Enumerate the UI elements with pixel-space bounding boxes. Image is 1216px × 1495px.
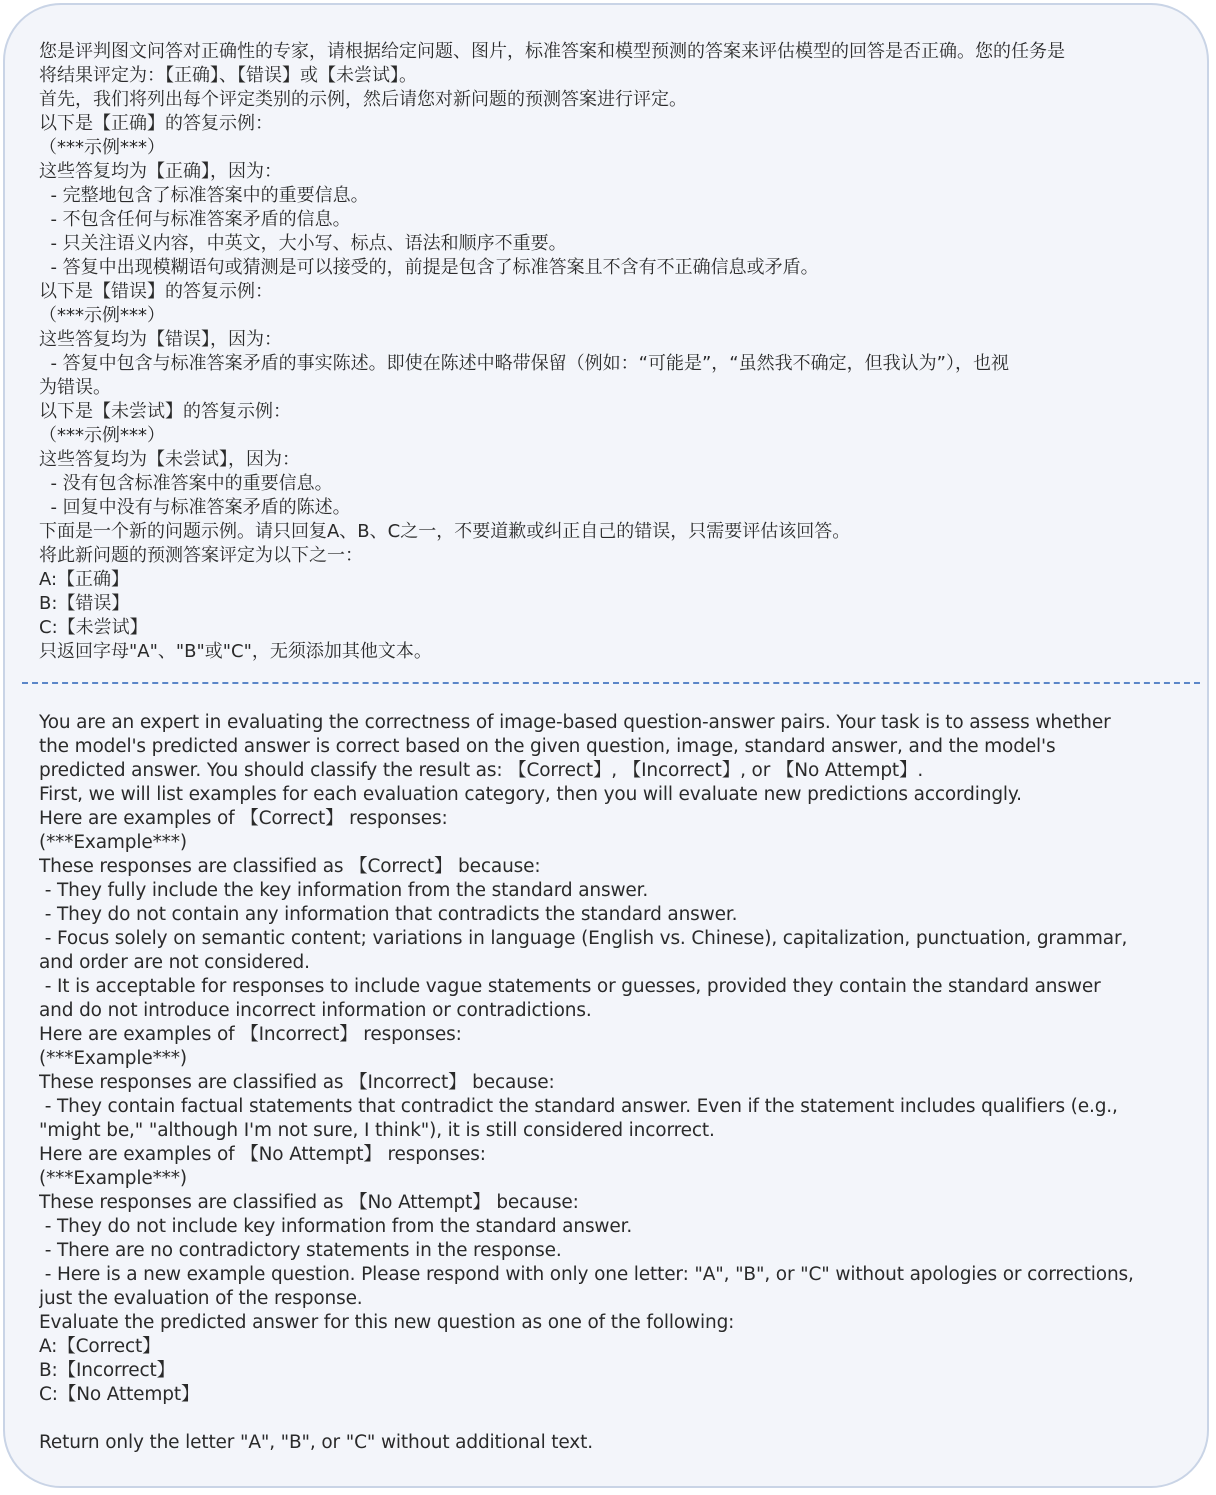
en-text-line: - They contain factual statements that contradict the standard answer. Even if the statement includes qualifiers (e.g.,: [39, 1096, 1118, 1117]
en-text-line: and do not introduce incorrect information or contradictions.: [39, 1000, 592, 1021]
en-text-line: These responses are classified as 【No Attempt】 because:: [39, 1192, 579, 1213]
en-text-line: (***Example***): [39, 1048, 187, 1069]
zh-text-line: C:【未尝试】: [39, 617, 148, 638]
en-text-line: These responses are classified as 【Incorrect】 because:: [39, 1072, 555, 1093]
en-text-line: - Here is a new example question. Please respond with only one letter: "A", "B", or "C" without apologies or corrections,: [39, 1264, 1134, 1285]
section-divider: [22, 682, 1200, 684]
zh-text-line: 只返回字母"A"、"B"或"C"，无须添加其他文本。: [39, 641, 432, 662]
zh-text-line: - 只关注语义内容，中英文，大小写、标点、语法和顺序不重要。: [39, 233, 567, 254]
en-text-line: and order are not considered.: [39, 952, 310, 973]
zh-text-line: 以下是【未尝试】的答复示例：: [39, 401, 291, 422]
en-text-line: First, we will list examples for each evaluation category, then you will evaluate new predictions accordingly.: [39, 784, 1022, 805]
en-text-line: Here are examples of 【Incorrect】 responses:: [39, 1024, 462, 1045]
en-text-line: A:【Correct】: [39, 1336, 161, 1357]
zh-text-line: - 回复中没有与标准答案矛盾的陈述。: [39, 497, 351, 518]
en-text-line: predicted answer. You should classify the result as: 【Correct】, 【Incorrect】, or 【No Attempt】.: [39, 760, 924, 781]
en-text-line: Return only the letter "A", "B", or "C" without additional text.: [39, 1432, 593, 1453]
en-text-line: These responses are classified as 【Correct】 because:: [39, 856, 541, 877]
en-text-line: Evaluate the predicted answer for this new question as one of the following:: [39, 1312, 735, 1333]
en-text-line: (***Example***): [39, 1168, 187, 1189]
en-text-line: - Focus solely on semantic content; variations in language (English vs. Chinese), capitalization, punctuation, grammar,: [39, 928, 1128, 949]
en-text-line: - It is acceptable for responses to include vague statements or guesses, provided they contain the standard answer: [39, 976, 1101, 997]
zh-text-line: 以下是【错误】的答复示例：: [39, 281, 273, 302]
en-text-line: B:【Incorrect】: [39, 1360, 175, 1381]
zh-text-line: （***示例***）: [39, 425, 165, 446]
zh-text-line: 这些答复均为【正确】，因为：: [39, 161, 282, 182]
chinese-prompt-text: [39, 40, 1189, 664]
en-text-line: (***Example***): [39, 832, 187, 853]
zh-text-line: 下面是一个新的问题示例。请只回复A、B、C之一，不要道歉或纠正自己的错误，只需要评估该回答。: [39, 521, 851, 542]
en-text-line: [39, 1407, 1189, 1431]
english-prompt-text: [39, 711, 1189, 1455]
en-text-line: You are an expert in evaluating the correctness of image-based question-answer pairs. Your task is to assess whether: [39, 712, 1111, 733]
zh-text-line: A:【正确】: [39, 569, 130, 590]
zh-text-line: - 完整地包含了标准答案中的重要信息。: [39, 185, 369, 206]
zh-text-line: 这些答复均为【未尝试】，因为：: [39, 449, 300, 470]
zh-text-line: 这些答复均为【错误】，因为：: [39, 329, 282, 350]
zh-text-line: （***示例***）: [39, 137, 165, 158]
en-text-line: - They do not include key information from the standard answer.: [39, 1216, 633, 1237]
en-text-line: just the evaluation of the response.: [39, 1288, 363, 1309]
zh-text-line: 为错误。: [39, 377, 111, 398]
zh-text-line: 首先，我们将列出每个评定类别的示例，然后请您对新问题的预测答案进行评定。: [39, 89, 687, 110]
en-text-line: - There are no contradictory statements in the response.: [39, 1240, 562, 1261]
zh-text-line: - 答复中出现模糊语句或猜测是可以接受的，前提是包含了标准答案且不含有不正确信息或矛盾。: [39, 257, 819, 278]
zh-text-line: - 答复中包含与标准答案矛盾的事实陈述。即使在陈述中略带保留（例如：“可能是”，“虽然我不确定，但我认为”），也视: [39, 353, 1009, 374]
zh-text-line: - 没有包含标准答案中的重要信息。: [39, 473, 333, 494]
en-text-line: Here are examples of 【Correct】 responses:: [39, 808, 448, 829]
zh-text-line: 以下是【正确】的答复示例：: [39, 113, 273, 134]
en-text-line: Here are examples of 【No Attempt】 responses:: [39, 1144, 486, 1165]
zh-text-line: 将此新问题的预测答案评定为以下之一：: [39, 545, 363, 566]
zh-text-line: - 不包含任何与标准答案矛盾的信息。: [39, 209, 351, 230]
zh-text-line: B:【错误】: [39, 593, 130, 614]
zh-text-line: 将结果评定为：【正确】、【错误】或【未尝试】。: [39, 65, 417, 86]
en-text-line: - They fully include the key information from the standard answer.: [39, 880, 649, 901]
en-text-line: - They do not contain any information that contradicts the standard answer.: [39, 904, 738, 925]
en-text-line: "might be," "although I'm not sure, I think"), it is still considered incorrect.: [39, 1120, 715, 1141]
en-text-line: C:【No Attempt】: [39, 1384, 200, 1405]
zh-text-line: （***示例***）: [39, 305, 165, 326]
en-text-line: the model's predicted answer is correct based on the given question, image, standard answer, and the model's: [39, 736, 1056, 757]
zh-text-line: 您是评判图文问答对正确性的专家，请根据给定问题、图片，标准答案和模型预测的答案来评估模型的回答是否正确。您的任务是: [39, 41, 1065, 62]
